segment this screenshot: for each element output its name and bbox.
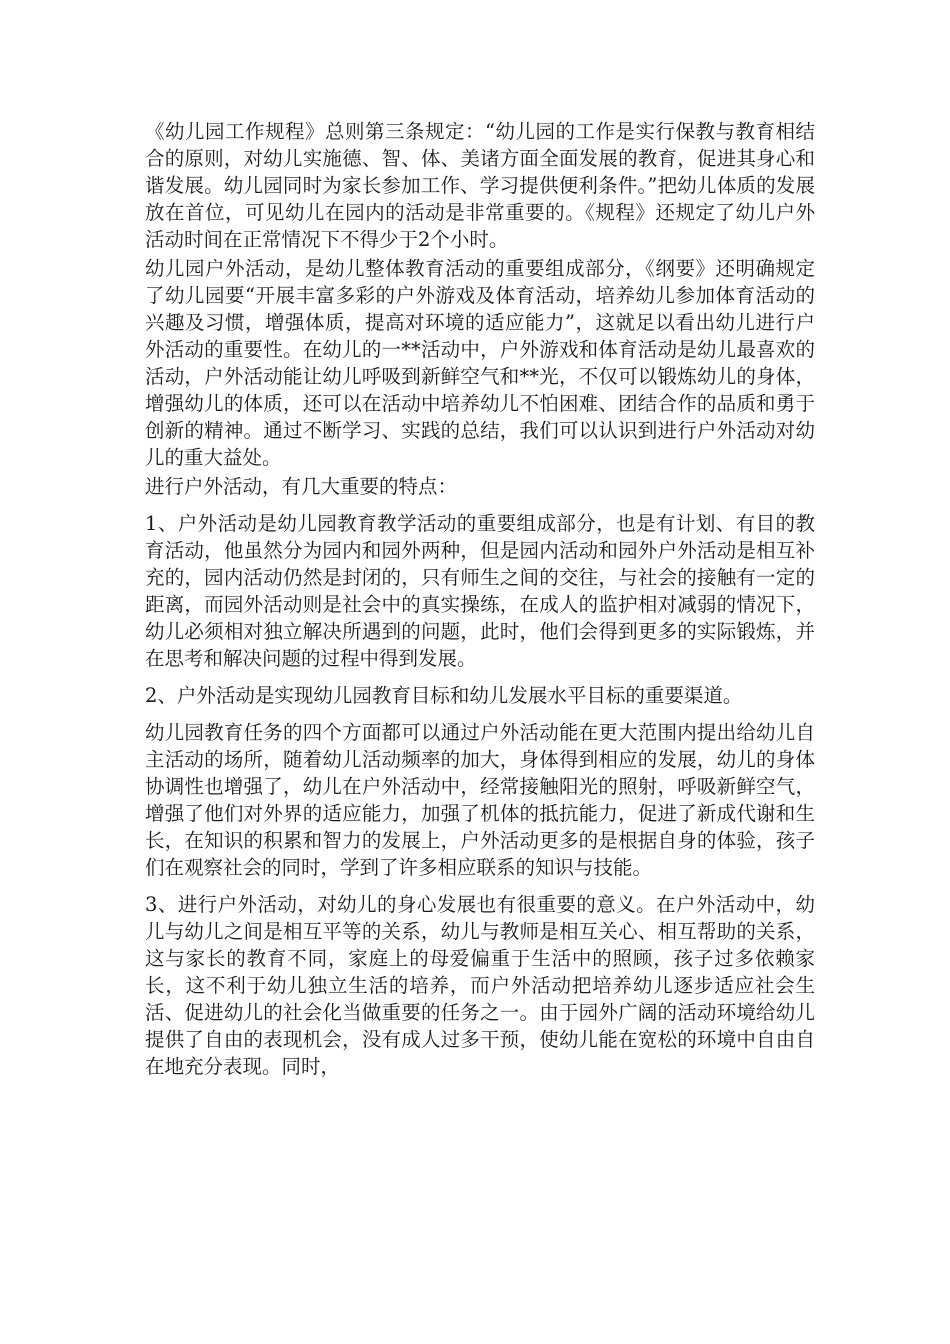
paragraph-outdoor-activities: 幼儿园户外活动，是幼儿整体教育活动的重要组成部分，《纲要》还明确规定了幼儿园要“开展丰富多彩的户外游戏及体育活动，培养幼儿参加体育活动的兴趣及习惯，增强体质，提高对环境的适应能力”，这就足以看出幼儿进行户外活动的重要性。在幼儿的一**活动中，户外游戏和体育活动是幼儿最喜欢的活动，户外活动能让幼儿呼吸到新鲜空气和**光，不仅可以锻炼幼儿的身体，增强幼儿的体质，还可以在活动中培养幼儿不怕困难、团结合作的品质和勇于创新的精神。通过不断学习、实践的总结，我们可以认识到进行户外活动对幼儿的重大益处。 bbox=[145, 257, 815, 469]
paragraph-regulations: 《幼儿园工作规程》总则第三条规定：“幼儿园的工作是实行保教与教育相结合的原则，对幼儿实施德、智、体、美诸方面全面发展的教育，促进其身心和谐发展。幼儿园同时为家长参加工作、学习提供便利条件。”把幼儿体质的发展放在首位，可见幼儿在园内的活动是非常重要的。《规程》还规定了幼儿户外活动时间在正常情况下不得少于2个小时。 bbox=[145, 120, 815, 251]
paragraph-education-tasks: 幼儿园教育任务的四个方面都可以通过户外活动能在更大范围内提出给幼儿自主活动的场所，随着幼儿活动频率的加大，身体得到相应的发展，幼儿的身体协调性也增强了，幼儿在户外活动中，经常接触阳光的照射，呼吸新鲜空气，增强了他们对外界的适应能力，加强了机体的抵抗能力，促进了新成代谢和生长，在知识的积累和智力的发展上，户外活动更多的是根据自身的体验，孩子们在观察社会的同时，学到了许多相应联系的知识与技能。 bbox=[145, 721, 815, 879]
document-body bbox=[145, 118, 815, 1082]
paragraph-feature-2: 2、户外活动是实现幼儿园教育目标和幼儿发展水平目标的重要渠道。 bbox=[145, 684, 743, 707]
paragraph-feature-3: 3、进行户外活动，对幼儿的身心发展也有很重要的意义。在户外活动中，幼儿与幼儿之间是相互平等的关系，幼儿与教师是相互关心、相互帮助的关系，这与家长的教育不同，家庭上的母爱偏重于生活中的照顾，孩子过多依赖家长，这不利于幼儿独立生活的培养，而户外活动把培养幼儿逐步适应社会生活、促进幼儿的社会化当做重要的任务之一。由于园外广阔的活动环境给幼儿提供了自由的表现机会，没有成人过多干预，使幼儿能在宽松的环境中自由自在地充分表现。同时， bbox=[145, 893, 815, 1078]
paragraph-features-intro: 进行户外活动，有几大重要的特点： bbox=[145, 475, 458, 498]
paragraph-feature-1: 1、户外活动是幼儿园教育教学活动的重要组成部分，也是有计划、有目的教育活动，他虽然分为园内和园外两种，但是园内活动和园外户外活动是相互补充的，园内活动仍然是封闭的，只有师生之间的交往，与社会的接触有一定的距离，而园外活动则是社会中的真实操练，在成人的监护相对减弱的情况下，幼儿必须相对独立解决所遇到的问题，此时，他们会得到更多的实际锻炼，并在思考和解决问题的过程中得到发展。 bbox=[145, 512, 815, 670]
